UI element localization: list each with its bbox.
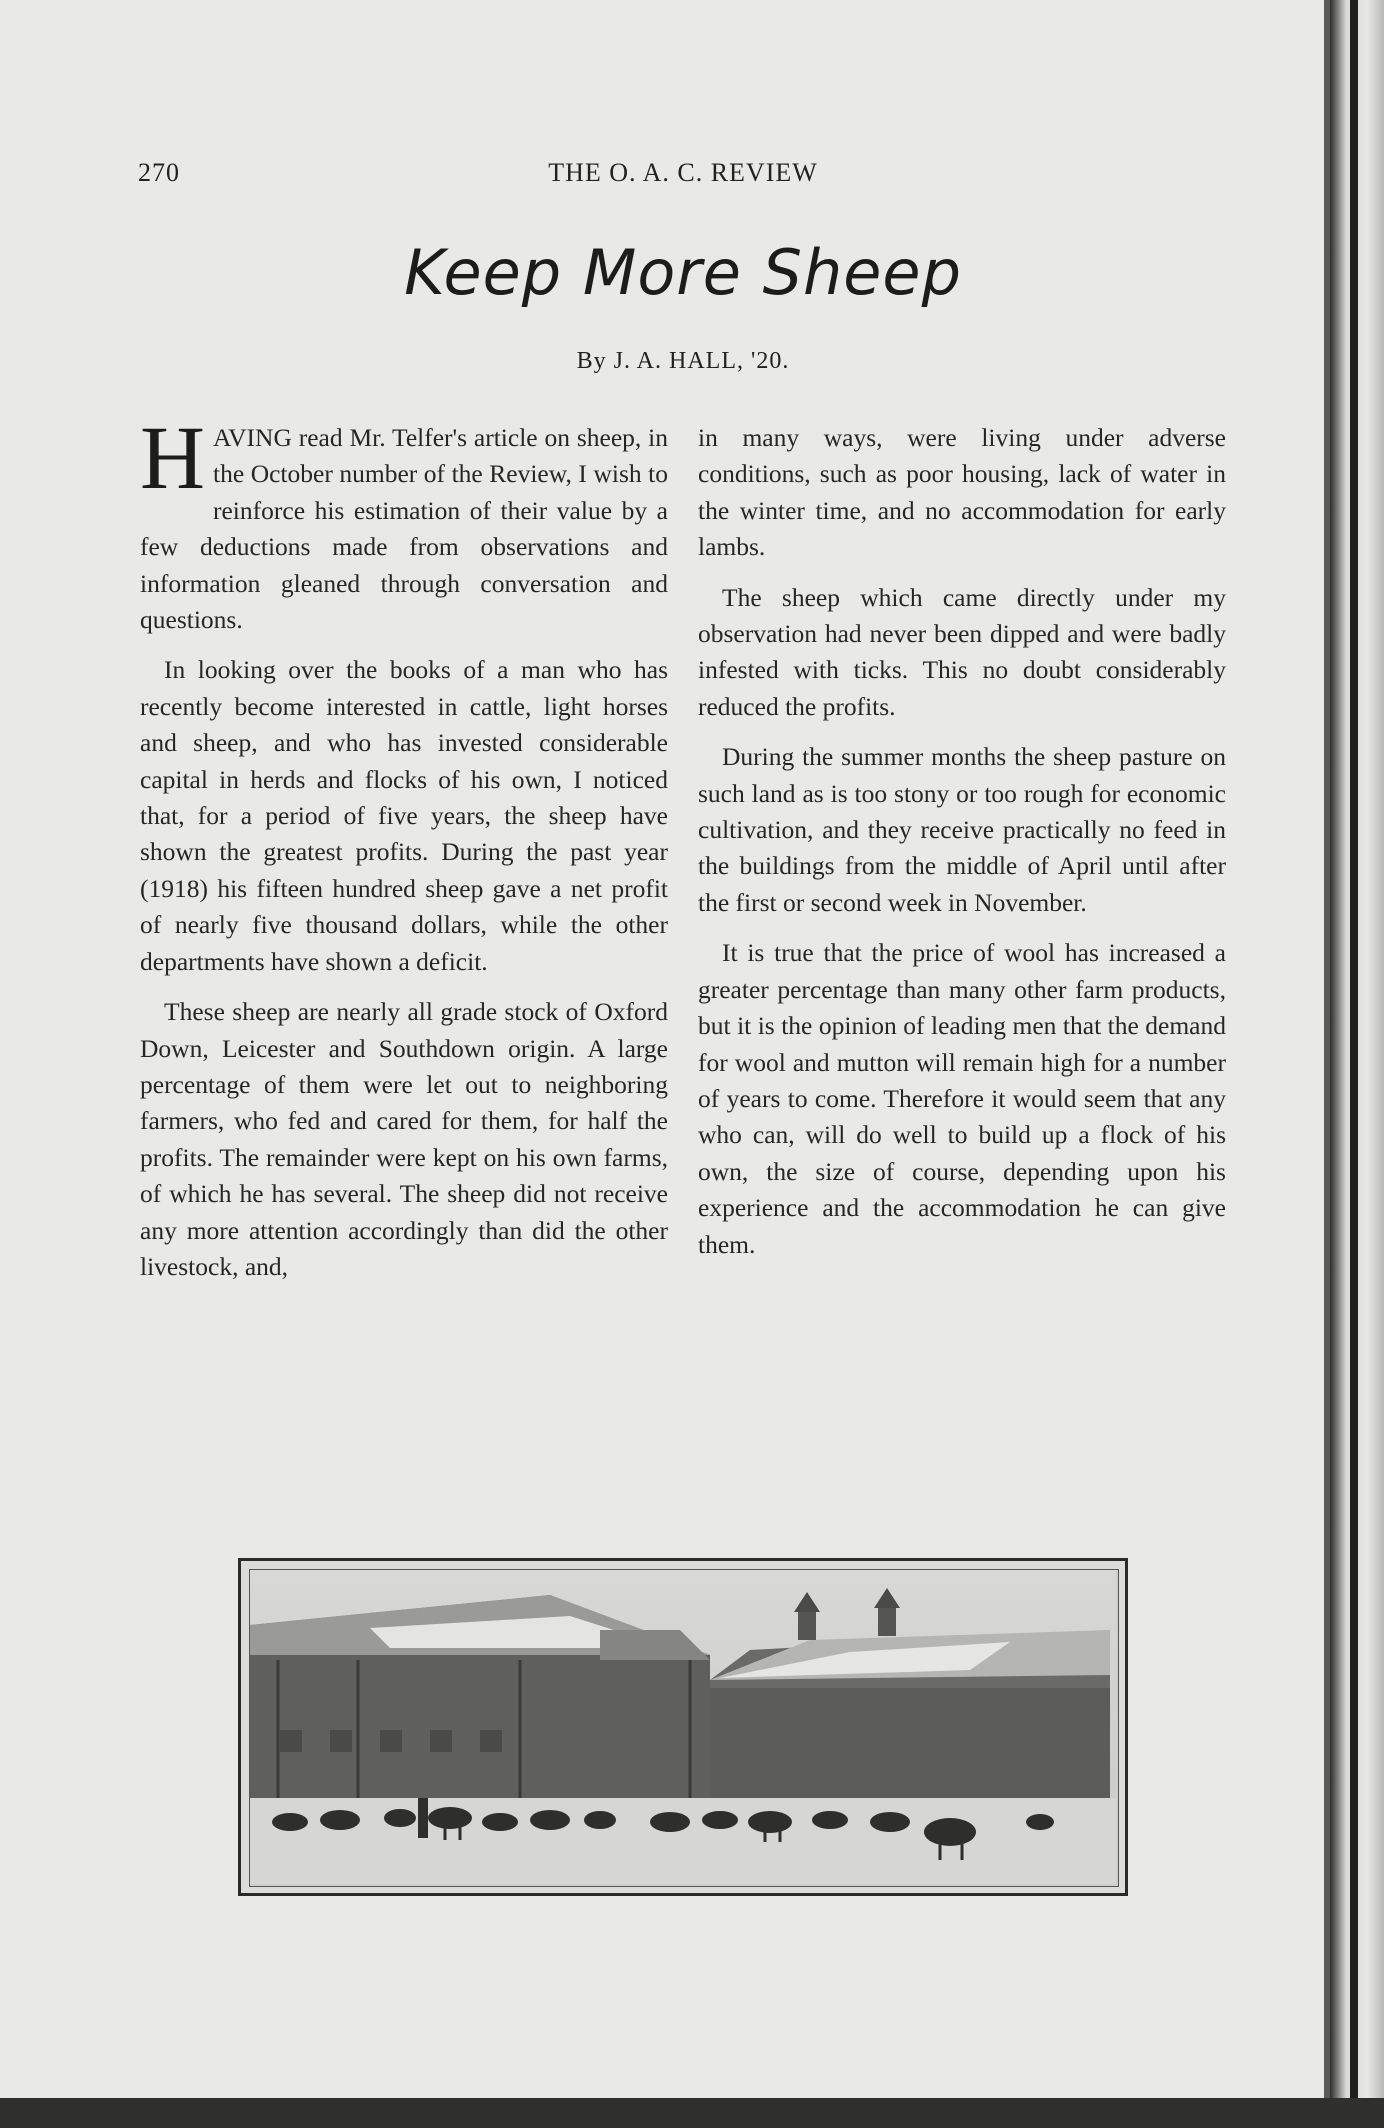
paragraph: The sheep which came directly under my observation had never been dipped and were badly infested with ticks. This no doubt considerably reduced the profits. bbox=[698, 582, 1226, 721]
scan-right-edge bbox=[1330, 0, 1384, 2128]
paragraph: In looking over the books of a man who has recently become interested in cattle, light horses and sheep, and who has invested considerable capital in herds and flocks of his own, I noticed that, for a period of five years, the sheep have shown the greatest profits. During the past year (1918) his fifteen hundred sheep gave a net profit of nearly five thousand dollars, while the other departments have shown a deficit. bbox=[140, 655, 668, 976]
journal-title: THE O. A. C. REVIEW bbox=[548, 158, 818, 187]
paragraph: These sheep are nearly all grade stock of Oxford Down, Leicester and Southdown origin. A large percentage of them were let out to neighboring farmers, who fed and cared for them, for half the profits. The remainder were kept on his own farms, of which he has several. The sheep did not receive any more attention accordingly than did the other livestock, and, bbox=[140, 997, 668, 1281]
paragraph-text: AVING read Mr. Telfer's article on sheep, in the October number of the Review, I wish to reinforce his estimation of their value by a few deductions made from observations and information gleaned through conversation and questions. bbox=[140, 423, 668, 635]
paragraph: During the summer months the sheep pasture on such land as is too stony or too rough for economic cultivation, and they receive practically no feed in the buildings from the middle of April until after the first or second week in November. bbox=[698, 742, 1226, 917]
running-header bbox=[138, 158, 1228, 198]
snowy-yard bbox=[250, 1798, 1116, 1884]
scan-bottom-edge bbox=[0, 2098, 1384, 2128]
paragraph: It is true that the price of wool has increased a greater percentage than many other farm products, but it is the opinion of leading men that the demand for wool and mutton will remain high for a number of years to come. Therefore it would seem that any who can, will do well to build up a flock of his own, the size of course, depending upon his experience and the accommodation he can give them. bbox=[698, 938, 1226, 1259]
left-column bbox=[140, 409, 668, 1299]
article-byline: By J. A. HALL, '20. bbox=[576, 348, 790, 374]
photo-illustration bbox=[250, 1570, 1116, 1884]
drop-cap: H bbox=[140, 409, 205, 508]
barn-and-livestock-photo bbox=[249, 1569, 1119, 1887]
article-title: Keep More Sheep bbox=[404, 236, 962, 309]
right-column bbox=[698, 420, 1226, 1277]
paragraph bbox=[140, 409, 668, 638]
page-number: 270 bbox=[138, 158, 180, 187]
photo-frame bbox=[238, 1558, 1128, 1896]
paragraph: in many ways, were living under adverse conditions, such as poor housing, lack of water in the winter time, and no accommodation for early lambs. bbox=[698, 423, 1226, 562]
